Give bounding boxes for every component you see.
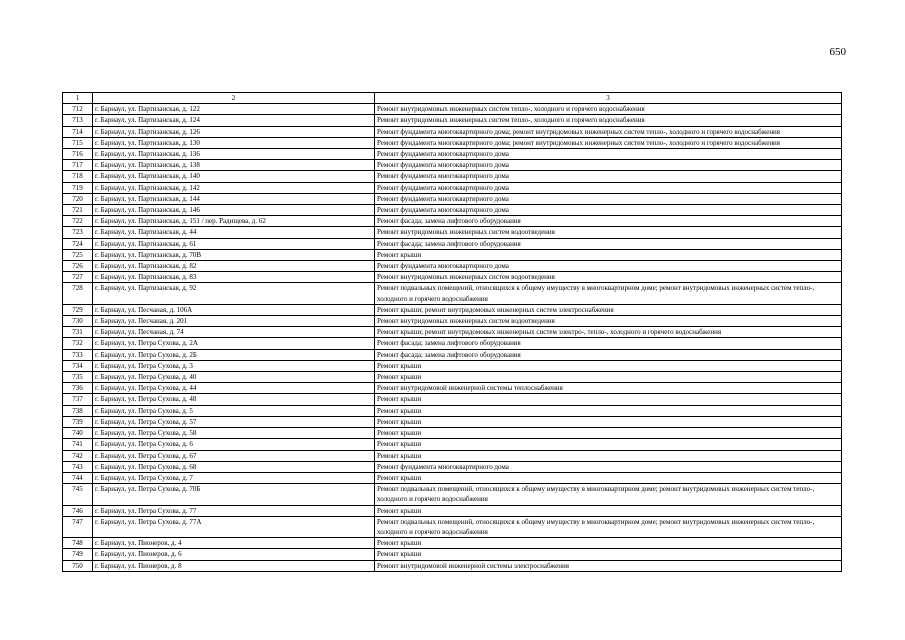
row-work: Ремонт фундамента многоквартирного дома [375,193,842,204]
row-number: 726 [63,261,93,272]
row-work: Ремонт крыши [375,394,842,405]
row-work: Ремонт крыши; ремонт внутридомовых инженерных систем электроснабжения [375,304,842,315]
row-address: г. Барнаул, ул. Петра Сухова, д. 2Б [93,349,375,360]
table-row [63,137,842,148]
row-address: г. Барнаул, ул. Партизанская, д. 142 [93,182,375,193]
row-address: г. Барнаул, ул. Петра Сухова, д. 67 [93,450,375,461]
row-work: Ремонт крыши; ремонт внутридомовых инженерных систем электро-, тепло-, холодного и горячего водоснабжения [375,327,842,338]
row-address: г. Барнаул, ул. Петра Сухова, д. 3 [93,360,375,371]
table-row [63,416,842,427]
row-address: г. Барнаул, ул. Петра Сухова, д. 2А [93,338,375,349]
row-number: 729 [63,304,93,315]
table-row [63,261,842,272]
table-row [63,216,842,227]
table-row [63,338,842,349]
row-work: Ремонт внутридомовых инженерных систем тепло-, холодного и горячего водоснабжения [375,104,842,115]
table-row [63,405,842,416]
row-work: Ремонт внутридомовых инженерных систем тепло-, холодного и горячего водоснабжения [375,115,842,126]
page-number: 650 [829,46,846,58]
table-row [63,327,842,338]
table-row [63,383,842,394]
row-work: Ремонт подвальных помещений, относящихся к общему имуществу в многоквартирном доме; ремонт внутридомовых инженерных систем тепло-, холодного и горячего водоснабжения [375,516,842,537]
row-address: г. Барнаул, ул. Пионеров, д. 8 [93,560,375,571]
row-number: 721 [63,205,93,216]
table-row [63,349,842,360]
row-address: г. Барнаул, ул. Петра Сухова, д. 70Б [93,484,375,505]
row-work: Ремонт фундамента многоквартирного дома [375,205,842,216]
table-row [63,450,842,461]
row-work: Ремонт крыши [375,249,842,260]
row-work: Ремонт фундамента многоквартирного дома [375,261,842,272]
row-number: 720 [63,193,93,204]
row-work: Ремонт фундамента многоквартирного дома [375,160,842,171]
row-address: г. Барнаул, ул. Петра Сухова, д. 77 [93,505,375,516]
row-address: г. Барнаул, ул. Пионеров, д. 6 [93,549,375,560]
row-address: г. Барнаул, ул. Петра Сухова, д. 77А [93,516,375,537]
row-work: Ремонт внутридомовых инженерных систем водоотведения [375,272,842,283]
table-row [63,549,842,560]
row-number: 728 [63,283,93,304]
row-number: 734 [63,360,93,371]
row-number: 749 [63,549,93,560]
row-work: Ремонт крыши [375,360,842,371]
table-row [63,484,842,505]
row-number: 750 [63,560,93,571]
table-row [63,428,842,439]
row-number: 743 [63,461,93,472]
row-number: 740 [63,428,93,439]
repair-registry-table [62,92,842,572]
row-address: г. Барнаул, ул. Песчаная, д. 106А [93,304,375,315]
table-row [63,104,842,115]
table-header [63,93,842,104]
row-number: 737 [63,394,93,405]
row-work: Ремонт крыши [375,549,842,560]
row-number: 739 [63,416,93,427]
row-work: Ремонт фасада; замена лифтового оборудования [375,349,842,360]
row-work: Ремонт крыши [375,538,842,549]
row-work: Ремонт крыши [375,416,842,427]
row-number: 745 [63,484,93,505]
row-number: 742 [63,450,93,461]
row-number: 736 [63,383,93,394]
row-work: Ремонт внутридомовых инженерных систем водоотведения [375,227,842,238]
row-work: Ремонт подвальных помещений, относящихся к общему имуществу в многоквартирном доме; ремонт внутридомовых инженерных систем тепло-, холодного и горячего водоснабжения [375,283,842,304]
header-col-2: 2 [93,93,375,104]
table-row [63,171,842,182]
row-address: г. Барнаул, ул. Партизанская, д. 44 [93,227,375,238]
row-work: Ремонт фасада; замена лифтового оборудования [375,338,842,349]
row-number: 738 [63,405,93,416]
row-number: 715 [63,137,93,148]
row-number: 741 [63,439,93,450]
table-row [63,272,842,283]
row-number: 722 [63,216,93,227]
table-row [63,193,842,204]
row-number: 746 [63,505,93,516]
row-address: г. Барнаул, ул. Петра Сухова, д. 5 [93,405,375,416]
table-row [63,238,842,249]
table-row [63,160,842,171]
row-address: г. Барнаул, ул. Пионеров, д. 4 [93,538,375,549]
table-row [63,227,842,238]
row-number: 717 [63,160,93,171]
row-work: Ремонт крыши [375,450,842,461]
row-number: 718 [63,171,93,182]
table-row [63,461,842,472]
table-row [63,182,842,193]
row-work: Ремонт крыши [375,428,842,439]
row-number: 735 [63,372,93,383]
table-row [63,394,842,405]
row-work: Ремонт внутридомовой инженерной системы электроснабжения [375,560,842,571]
row-address: г. Барнаул, ул. Петра Сухова, д. 68 [93,461,375,472]
row-number: 748 [63,538,93,549]
row-address: г. Барнаул, ул. Партизанская, д. 92 [93,283,375,304]
row-address: г. Барнаул, ул. Партизанская, д. 138 [93,160,375,171]
table-row [63,115,842,126]
row-address: г. Барнаул, ул. Петра Сухова, д. 48 [93,394,375,405]
row-number: 731 [63,327,93,338]
row-work: Ремонт фундамента многоквартирного дома [375,149,842,160]
table-row [63,516,842,537]
row-work: Ремонт внутридомовых инженерных систем водоотведения [375,316,842,327]
row-number: 744 [63,472,93,483]
row-address: г. Барнаул, ул. Партизанская, д. 61 [93,238,375,249]
row-address: г. Барнаул, ул. Партизанская, д. 130 [93,137,375,148]
row-number: 733 [63,349,93,360]
row-number: 723 [63,227,93,238]
row-number: 730 [63,316,93,327]
table-row [63,249,842,260]
row-work: Ремонт фасада; замена лифтового оборудования [375,216,842,227]
row-number: 724 [63,238,93,249]
row-number: 732 [63,338,93,349]
row-address: г. Барнаул, ул. Петра Сухова, д. 6 [93,439,375,450]
row-address: г. Барнаул, ул. Партизанская, д. 140 [93,171,375,182]
row-address: г. Барнаул, ул. Песчаная, д. 201 [93,316,375,327]
table-row [63,149,842,160]
table-row [63,472,842,483]
row-address: г. Барнаул, ул. Петра Сухова, д. 57 [93,416,375,427]
row-address: г. Барнаул, ул. Партизанская, д. 82 [93,261,375,272]
row-number: 714 [63,126,93,137]
row-work: Ремонт крыши [375,505,842,516]
table-row [63,560,842,571]
table-row [63,439,842,450]
table-body [63,104,842,572]
row-address: г. Барнаул, ул. Партизанская, д. 122 [93,104,375,115]
row-work: Ремонт внутридомовой инженерной системы теплоснабжения [375,383,842,394]
header-col-3: 3 [375,93,842,104]
row-work: Ремонт фундамента многоквартирного дома [375,461,842,472]
row-number: 747 [63,516,93,537]
table-row [63,360,842,371]
row-number: 716 [63,149,93,160]
table-row [63,205,842,216]
row-address: г. Барнаул, ул. Партизанская, д. 83 [93,272,375,283]
table-row [63,283,842,304]
row-work: Ремонт фундамента многоквартирного дома; ремонт внутридомовых инженерных систем тепло-, холодного и горячего водоснабжения [375,126,842,137]
row-number: 727 [63,272,93,283]
row-number: 719 [63,182,93,193]
row-work: Ремонт фундамента многоквартирного дома [375,171,842,182]
row-work: Ремонт фасада; замена лифтового оборудования [375,238,842,249]
row-number: 712 [63,104,93,115]
row-work: Ремонт крыши [375,439,842,450]
row-work: Ремонт подвальных помещений, относящихся к общему имуществу в многоквартирном доме; ремонт внутридомовых инженерных систем тепло-, холодного и горячего водоснабжения [375,484,842,505]
row-address: г. Барнаул, ул. Партизанская, д. 144 [93,193,375,204]
header-row [63,93,842,104]
row-address: г. Барнаул, ул. Партизанская, д. 70В [93,249,375,260]
table-row [63,304,842,315]
row-address: г. Барнаул, ул. Петра Сухова, д. 40 [93,372,375,383]
row-address: г. Барнаул, ул. Петра Сухова, д. 58 [93,428,375,439]
table-row [63,316,842,327]
table-row [63,126,842,137]
row-address: г. Барнаул, ул. Партизанская, д. 151 / пер. Радищева, д. 62 [93,216,375,227]
row-work: Ремонт фундамента многоквартирного дома; ремонт внутридомовых инженерных систем тепло-, холодного и горячего водоснабжения [375,137,842,148]
row-address: г. Барнаул, ул. Партизанская, д. 136 [93,149,375,160]
row-number: 713 [63,115,93,126]
header-col-1: 1 [63,93,93,104]
row-address: г. Барнаул, ул. Петра Сухова, д. 7 [93,472,375,483]
table-row [63,505,842,516]
table-row [63,372,842,383]
row-address: г. Барнаул, ул. Партизанская, д. 126 [93,126,375,137]
table-row [63,538,842,549]
row-work: Ремонт фундамента многоквартирного дома [375,182,842,193]
row-address: г. Барнаул, ул. Песчаная, д. 74 [93,327,375,338]
row-work: Ремонт крыши [375,472,842,483]
row-address: г. Барнаул, ул. Партизанская, д. 124 [93,115,375,126]
row-number: 725 [63,249,93,260]
row-address: г. Барнаул, ул. Партизанская, д. 146 [93,205,375,216]
row-work: Ремонт крыши [375,405,842,416]
row-address: г. Барнаул, ул. Петра Сухова, д. 44 [93,383,375,394]
row-work: Ремонт крыши [375,372,842,383]
